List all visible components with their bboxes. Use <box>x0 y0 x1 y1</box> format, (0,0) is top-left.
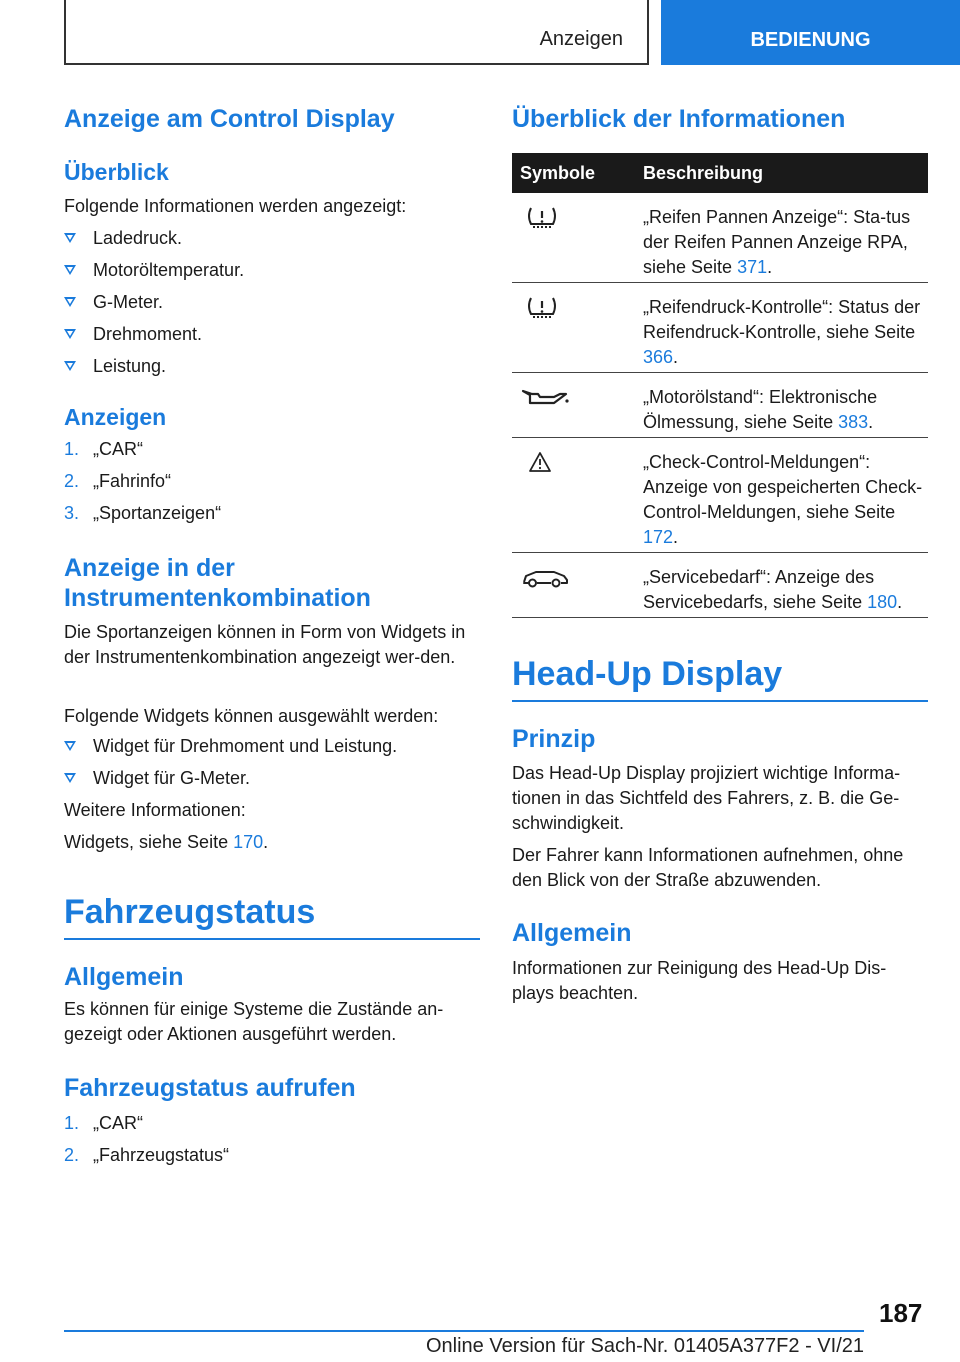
row-description: „Check-Control-Meldungen“: Anzeige von gespeicherten Check-Control-Meldungen, siehe Seite 172. <box>643 452 923 547</box>
bullet-triangle-icon <box>64 297 76 307</box>
heading-allgemein-hud: Allgemein <box>512 919 632 947</box>
page-link-383[interactable]: 383 <box>838 412 869 432</box>
bullet-triangle-icon <box>64 265 76 275</box>
table-row <box>512 373 928 438</box>
header-section-title: Anzeigen <box>539 28 623 50</box>
header-section-box <box>64 0 649 65</box>
paragraph-weitere-info: Weitere Informationen: <box>64 800 246 820</box>
heading-instrumentenkombination: Anzeige in der Instrumentenkombination <box>64 554 371 612</box>
heading-ueberblick-informationen: Überblick der Informationen <box>512 105 846 133</box>
warning-triangle-icon <box>520 450 570 476</box>
heading-fahrzeugstatus: Fahrzeugstatus <box>64 892 480 940</box>
tire-pressure-control-icon <box>520 295 570 321</box>
list-item: Drehmoment. <box>64 322 480 354</box>
list-item: Leistung. <box>64 354 480 386</box>
list-item: Widget für G-Meter. <box>64 766 480 798</box>
row-description: „Servicebedarf“: Anzeige des Servicebedarfs, siehe Seite 180. <box>643 567 903 612</box>
list-item: 3. „Sportanzeigen“ <box>64 503 222 523</box>
aufrufen-step-list <box>64 1111 480 1175</box>
widget-bullet-list <box>64 734 480 798</box>
column-header-symbole: Symbole <box>520 163 596 183</box>
heading-control-display: Anzeige am Control Display <box>64 105 395 133</box>
symbols-table <box>512 153 928 618</box>
table-row <box>512 438 928 553</box>
page-link-170[interactable]: 170 <box>233 832 264 852</box>
bullet-triangle-icon <box>64 773 76 783</box>
row-description: „Motorölstand“: Elektronische Ölmessung, siehe Seite 383. <box>643 387 878 432</box>
list-item: Motoröltemperatur. <box>64 258 480 290</box>
tire-pressure-warning-icon <box>520 205 570 231</box>
bullet-triangle-icon <box>64 233 76 243</box>
header-chapter-tab: BEDIENUNG <box>661 0 960 65</box>
footer-divider <box>64 1330 864 1332</box>
info-bullet-list <box>64 226 480 386</box>
row-description: „Reifen Pannen Anzeige“: Sta-tus der Reifen Pannen Anzeige RPA, siehe Seite 371. <box>643 207 911 277</box>
table-header <box>512 153 928 193</box>
list-item: 2. „Fahrzeugstatus“ <box>64 1145 230 1165</box>
list-item: 1. „CAR“ <box>64 1113 143 1133</box>
page-link-366[interactable]: 366 <box>643 347 674 367</box>
table-row <box>512 553 928 618</box>
oil-can-icon <box>520 385 570 411</box>
car-service-icon <box>520 565 570 591</box>
heading-head-up-display: Head-Up Display <box>512 654 928 702</box>
heading-prinzip: Prinzip <box>512 725 596 753</box>
column-header-beschreibung: Beschreibung <box>643 163 764 183</box>
list-item: Ladedruck. <box>64 226 480 258</box>
list-item: G-Meter. <box>64 290 480 322</box>
heading-fahrzeugstatus-aufrufen: Fahrzeugstatus aufrufen <box>64 1074 356 1102</box>
paragraph-prinzip-1: Das Head-Up Display projiziert wichtige Informa-tionen in das Sichtfeld des Fahrers, z. B. die Ge-schwindigkeit. <box>512 763 901 833</box>
footer-online-version: Online Version für Sach-Nr. 01405A377F2 - VI/21 <box>425 1335 864 1357</box>
anzeigen-step-list <box>64 437 480 533</box>
table-row <box>512 283 928 373</box>
paragraph-sportanzeigen: Die Sportanzeigen können in Form von Widgets in der Instrumentenkombination angezeigt wer-den. <box>64 622 466 667</box>
paragraph-allgemein: Es können für einige Systeme die Zustände an-gezeigt oder Aktionen ausgeführt werden. <box>64 999 444 1044</box>
bullet-triangle-icon <box>64 329 76 339</box>
bullet-triangle-icon <box>64 741 76 751</box>
page-link-180[interactable]: 180 <box>867 592 898 612</box>
list-item: Widget für Drehmoment und Leistung. <box>64 734 480 766</box>
paragraph-folgende-info: Folgende Informationen werden angezeigt: <box>64 196 407 216</box>
heading-ueberblick: Überblick <box>64 159 169 185</box>
row-description: „Reifendruck-Kontrolle“: Status der Reifendruck-Kontrolle, siehe Seite 366. <box>643 297 921 367</box>
page-link-371[interactable]: 371 <box>737 257 768 277</box>
bullet-triangle-icon <box>64 361 76 371</box>
list-item: 2. „Fahrinfo“ <box>64 471 172 491</box>
page-link-172[interactable]: 172 <box>643 527 674 547</box>
paragraph-allgemein-hud: Informationen zur Reinigung des Head-Up Dis-plays beachten. <box>512 958 887 1003</box>
paragraph-prinzip-2: Der Fahrer kann Informationen aufnehmen, ohne den Blick von der Straße abzuwenden. <box>512 845 904 890</box>
page-number: 187 <box>879 1298 923 1328</box>
heading-allgemein: Allgemein <box>64 963 184 991</box>
heading-anzeigen: Anzeigen <box>64 404 167 430</box>
paragraph-folgende-widgets: Folgende Widgets können ausgewählt werden: <box>64 706 439 726</box>
list-item: 1. „CAR“ <box>64 439 143 459</box>
paragraph-widgets-ref: Widgets, siehe Seite 170. <box>64 832 269 852</box>
table-row <box>512 193 928 283</box>
